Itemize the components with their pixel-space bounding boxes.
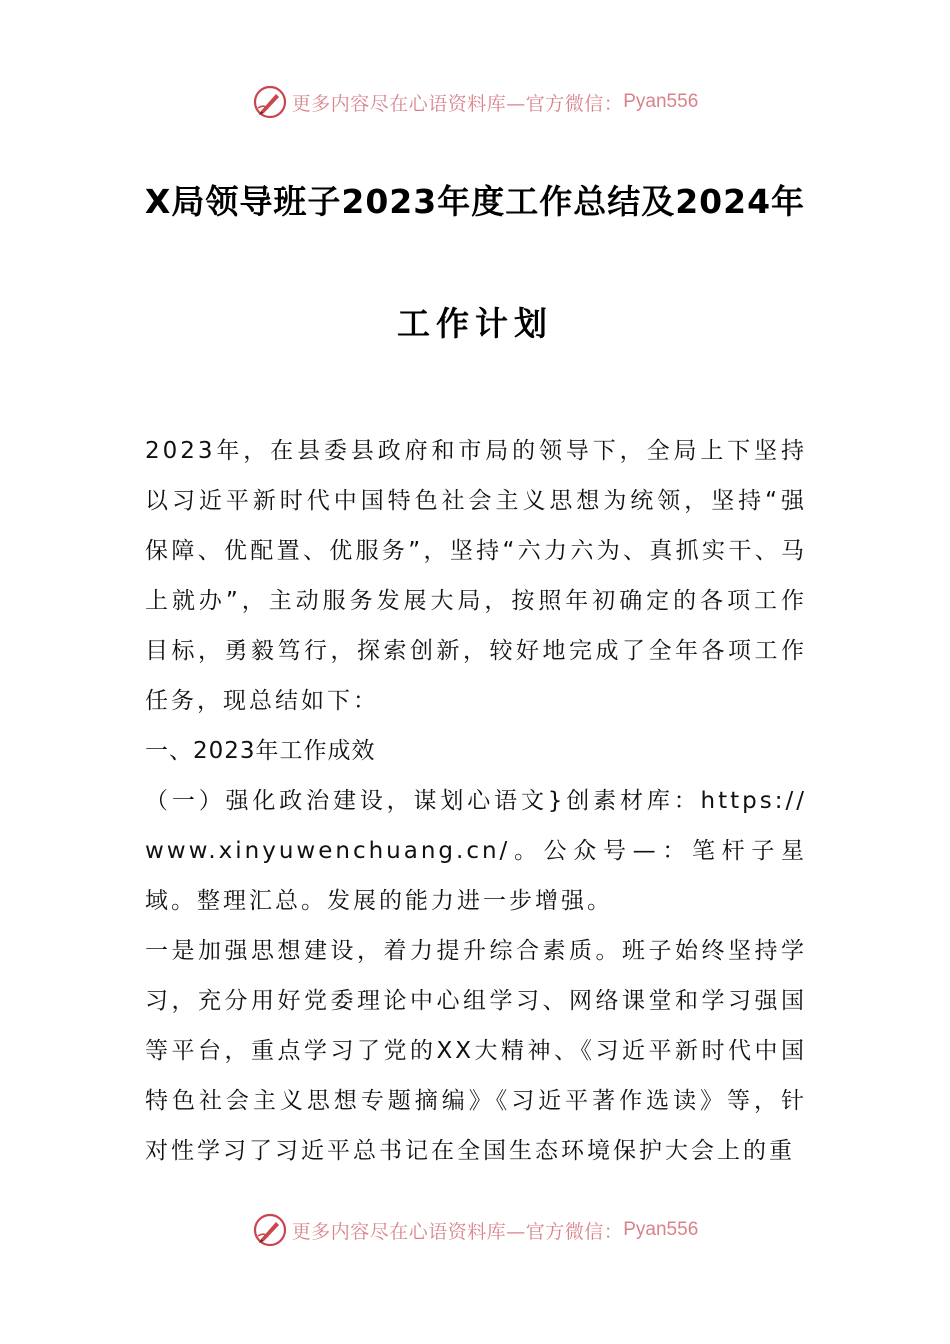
pen-logo-icon [252, 1212, 288, 1248]
pen-logo-icon [252, 84, 288, 120]
footer-watermark [0, 1208, 950, 1252]
section-heading: 一、2023年工作成效 [145, 738, 376, 764]
document-title-line-1: X局领导班子2023年度工作总结及2024年 [144, 182, 806, 221]
watermark-text: 更多内容尽在心语资料库—官方微信： [291, 92, 624, 115]
watermark-wechat-id: Pyan556 [623, 1219, 699, 1240]
watermark-wechat-id: Pyan556 [623, 91, 699, 112]
watermark-text: 更多内容尽在心语资料库—官方微信： [291, 1220, 624, 1243]
subsection-heading: （一）强化政治建设，谋划心语文}创素材库：https://www.xinyuwenchuang.cn/。公众号—：笔杆子星域。整理汇总。发展的能力进一步增强。 [145, 788, 807, 914]
document-body [145, 426, 807, 1176]
body-paragraph: 2023年，在县委县政府和市局的领导下，全局上下坚持以习近平新时代中国特色社会主义思想为统领，坚持“强保障、优配置、优服务”，坚持“六力六为、真抓实干、马上就办”，主动服务发展大局，按照年初确定的各项工作目标，勇毅笃行，探索创新，较好地完成了全年各项工作任务，现总结如下： [145, 438, 807, 714]
header-watermark [0, 80, 950, 124]
body-paragraph: 一是加强思想建设，着力提升综合素质。班子始终坚持学习，充分用好党委理论中心组学习、网络课堂和学习强国等平台，重点学习了党的XX大精神、《习近平新时代中国特色社会主义思想专题摘编》《习近平著作选读》等，针对性学习了习近平总书记在全国生态环境保护大会上的重 [145, 938, 807, 1164]
document-title-line-2: 工作计划 [397, 304, 553, 343]
